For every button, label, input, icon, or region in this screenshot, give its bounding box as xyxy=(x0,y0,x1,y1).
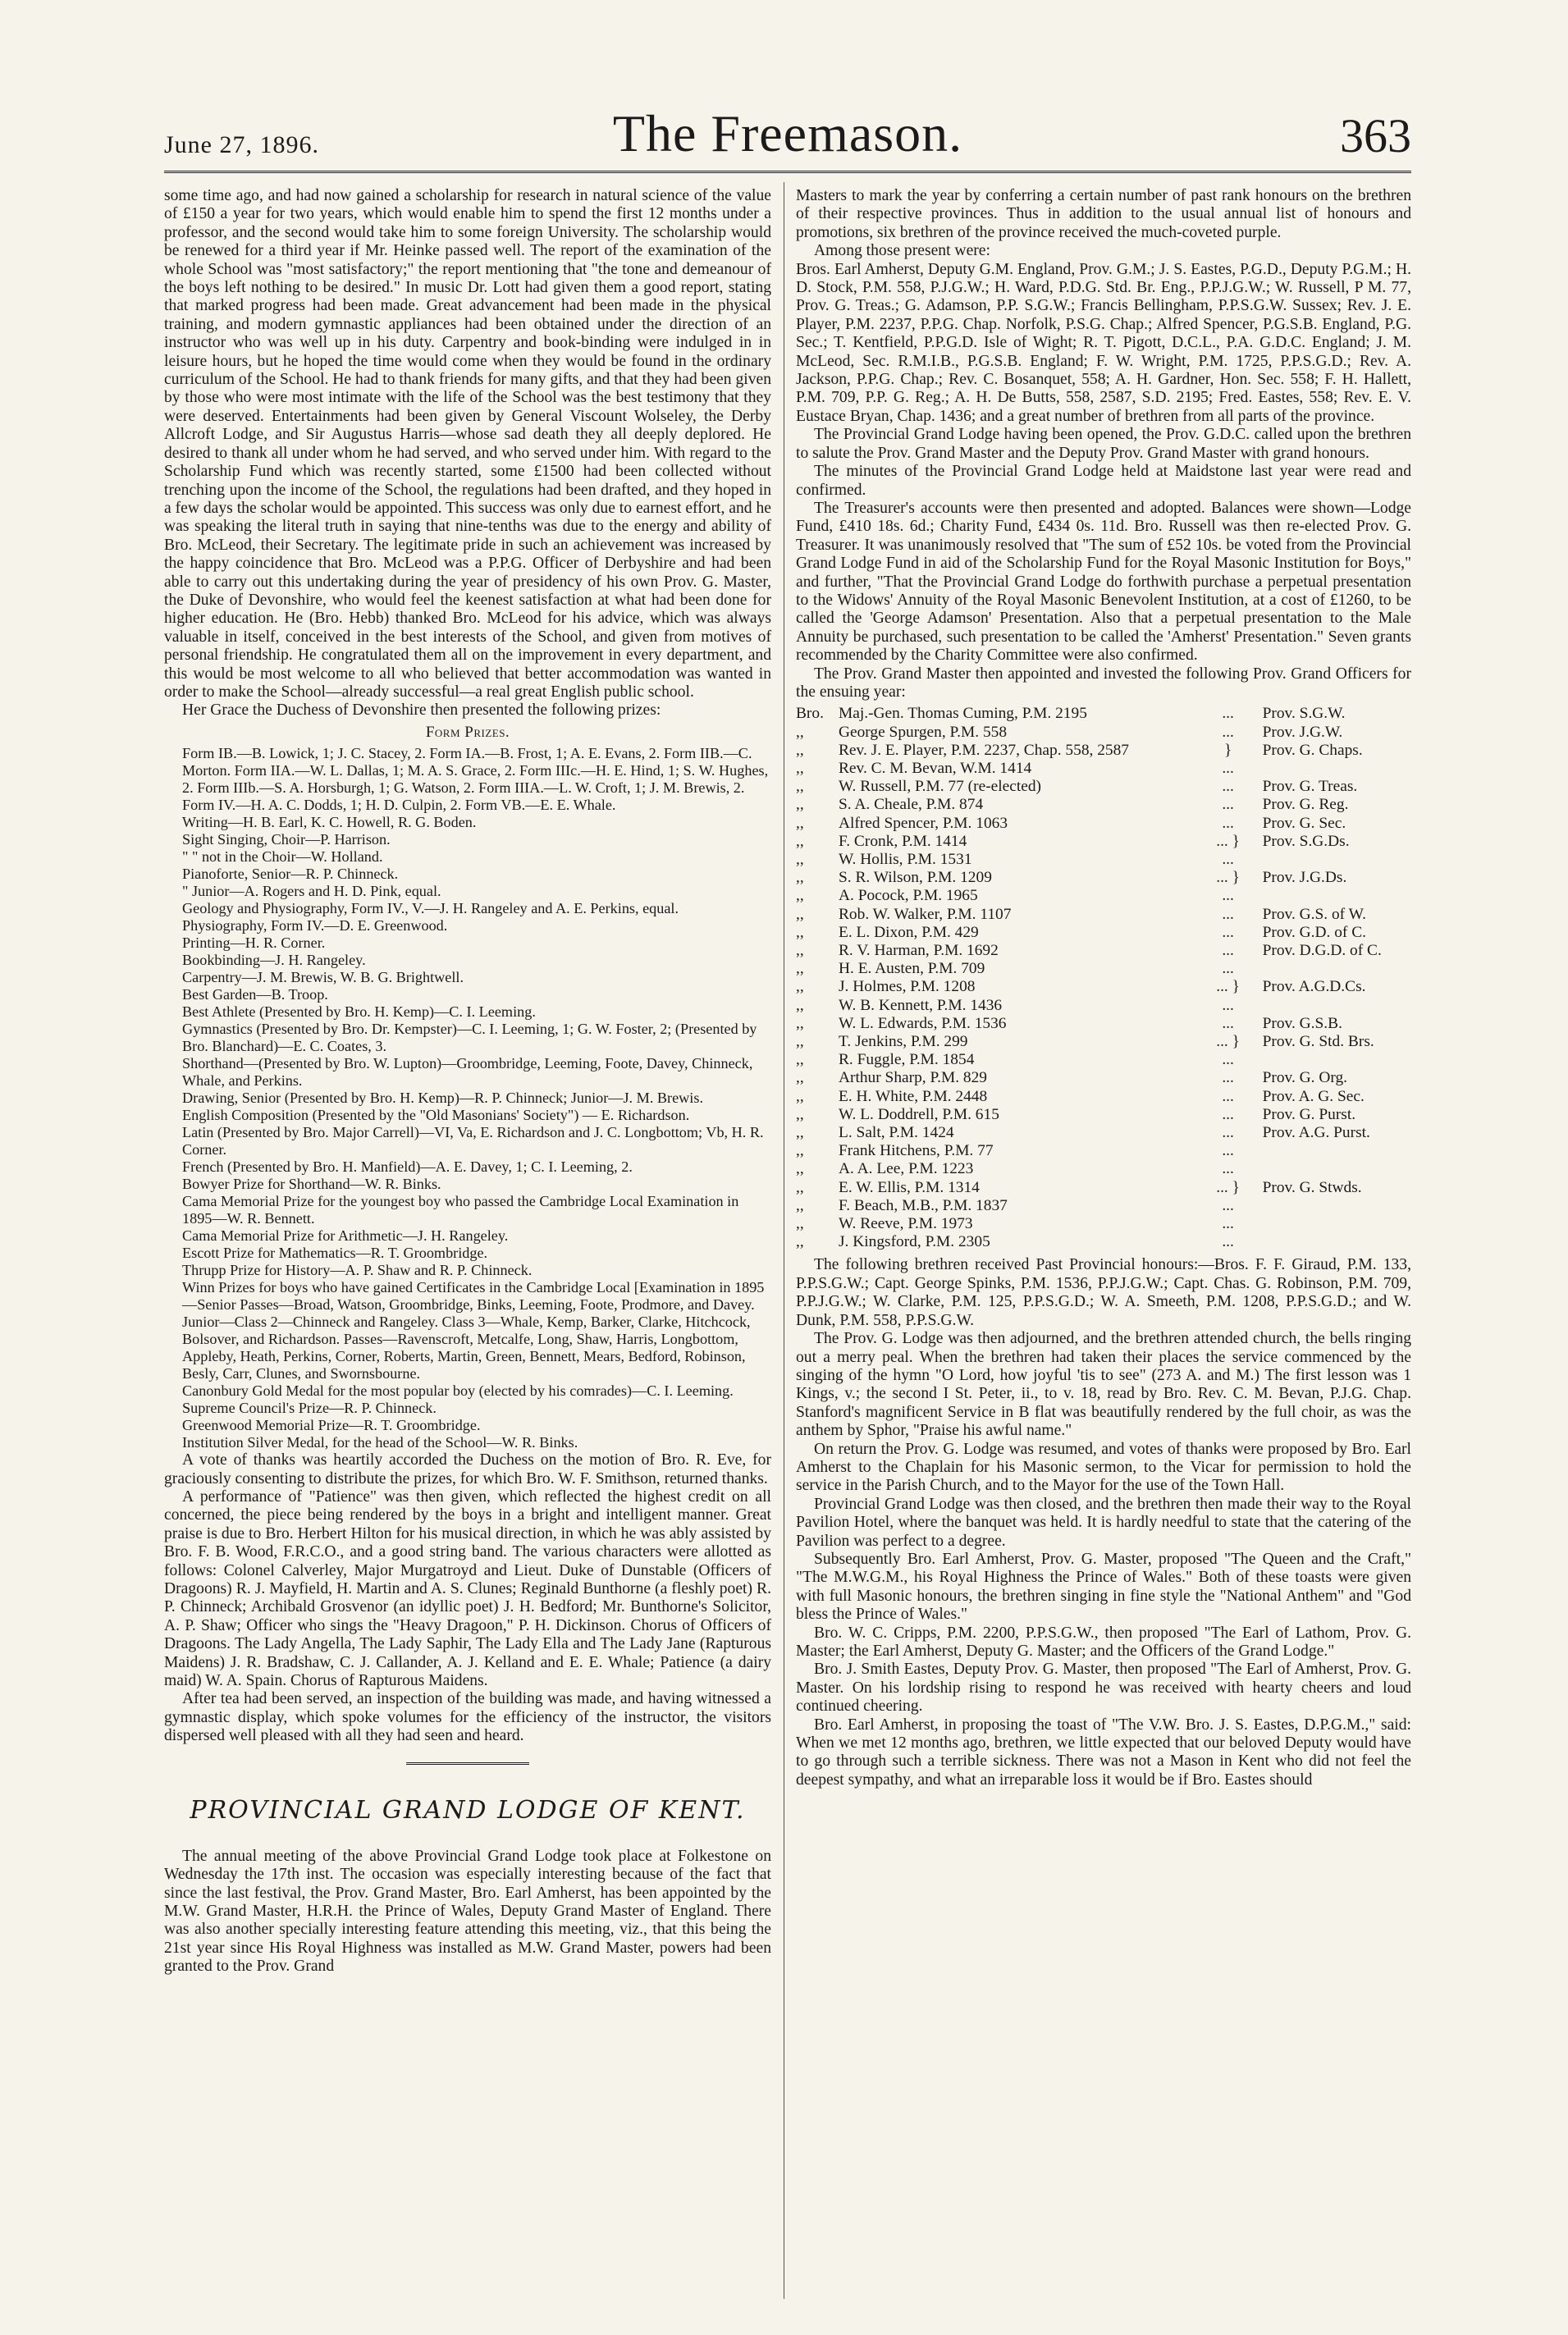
officer-leader: ... xyxy=(1222,723,1234,741)
officer-row xyxy=(796,1015,1411,1033)
officer-row xyxy=(796,869,1411,887)
officer-name: F. Beach, M.B., P.M. 1837 xyxy=(839,1196,1008,1214)
officer-prefix: ,, xyxy=(796,851,804,868)
article-paragraph: The Treasurer's accounts were then presented and adopted. Balances were shown—Lodge Fund, £410 18s. 6d.; Charity Fund, £434 0s. 11d. Bro. Russell was then re-elected Prov. G. Treasurer. It was unanimously resolved that "The sum of £52 10s. be voted from the Provincial Grand Lodge Fund in aid of the Scholarship Fund for the Royal Masonic Institution for Boys," and further, "That the Provincial Grand Lodge do forthwith purchase a perpetual presentation to the Widows' Annuity of the Royal Masonic Benevolent Institution, at a cost of £1260, to be called the 'George Adamson' Presentation. Also that a perpetual presentation to the Male Annuity be purchased, such presentation to be called the 'Amherst' Presentation." Seven grants recommended by the Charity Committee were also confirmed. xyxy=(796,499,1411,665)
officer-leader: ... xyxy=(1222,705,1234,723)
officer-prefix: ,, xyxy=(796,1215,804,1233)
officer-leader: ... xyxy=(1222,905,1234,923)
prize-entry: Carpentry—J. M. Brewis, W. B. G. Brightwell. xyxy=(182,969,464,986)
article-paragraph: Among those present were: xyxy=(814,242,990,260)
prize-entry: Latin (Presented by Bro. Major Carrell)—VI, Va, E. Richardson and J. C. Longbottom; Vb, H. R. Corner. xyxy=(182,1124,764,1158)
officer-row xyxy=(796,906,1411,924)
article-paragraph: The Prov. G. Lodge was then adjourned, and the brethren attended church, the bells ringing out a merry peal. When the brethren had taken their places the service commenced by the singing of the hymn "O Lord, how joyful 'tis to see" (273 A. and M.) The first lesson was 1 Kings, v.; the second I St. Peter, ii., to v. 18, read by Bro. Rev. C. M. Bevan, P.J.G. Chap. Stanford's magnificent Service in B flat was beautifully rendered by the full choir, as was the anthem by Sphor, "Praise his awful name." xyxy=(796,1330,1411,1440)
officer-office: Prov. G. Org. xyxy=(1262,1069,1348,1087)
prize-entry: Winn Prizes for boys who have gained Certificates in the Cambridge Local [Examination in 1895—Senior Passes—Broad, Watson, Groombridge, Binks, Leeming, Foote, Prodmore, and Davey. Junior—Class 2—Chinneck and Rangeley. Class 3—Whale, Kemp, Barker, Clarke, Hitchcock, Bolsover, and Richardson. Passes—Ravenscroft, Metcalfe, Long, Shaw, Harris, Longbottom, Appleby, Heath, Perkins, Corner, Roberts, Martin, Green, Bennett, Mears, Bedford, Robinson, Besly, Carr, Clunes, and Swornsbourne. xyxy=(182,1279,765,1382)
officer-leader: ... xyxy=(1222,1160,1234,1178)
officer-leader: ... xyxy=(1222,887,1234,905)
officer-office xyxy=(1258,1215,1411,1233)
officer-name: L. Salt, P.M. 1424 xyxy=(839,1124,954,1142)
officer-prefix: ,, xyxy=(796,741,804,759)
officer-row xyxy=(796,1160,1411,1178)
prize-entry: Sight Singing, Choir—P. Harrison. xyxy=(182,831,391,848)
officer-name: H. E. Austen, P.M. 709 xyxy=(839,960,985,978)
officer-office xyxy=(1258,760,1411,778)
officer-leader: ... } xyxy=(1216,832,1240,850)
officer-name: E. L. Dixon, P.M. 429 xyxy=(839,923,979,941)
article-paragraph: Her Grace the Duchess of Devonshire then presented the following prizes: xyxy=(182,701,661,720)
officer-name: W. Russell, P.M. 77 (re-elected) xyxy=(839,778,1042,796)
officer-leader: ... xyxy=(1222,1215,1234,1233)
officer-leader: ... } xyxy=(1216,1178,1240,1196)
officer-name: Maj.-Gen. Thomas Cuming, P.M. 2195 xyxy=(839,705,1087,723)
article-paragraph: some time ago, and had now gained a scholarship for research in natural science of the value of £150 a year for two years, which would enable him to spend the first 12 months under a professor, and the second would take him to some foreign University. The scholarship would be renewed for a third year if Mr. Heinke passed well. The report of the examination of the whole School was "most satisfactory;" the report mentioning that "the tone and demeanour of the boys left nothing to be desired." In music Dr. Lott had given them a good report, stating that marked progress had been made. Great advancement had been made in the physical training, and modern gymnastic appliances had been obtained under the direction of an instructor who was well up in his duty. Carpentry and book-binding were indulged in in leisure hours, but he hoped the time would come when they would be found in the ordinary curriculum of the School. He had to thank friends for many gifts, and that they had been given by those who were most intimate with the life of the School was the best testimony that they were deserved. Entertainments had been given by General Viscount Wolseley, the Derby Allcroft Lodge, and Sir Augustus Harris—whose sad death they all deeply deplored. He desired to thank all under whom he had served, and who served under him. With regard to the Scholarship Fund which was recently started, some £1500 had been collected without trenching upon the income of the School, the regulations had been drafted, and they hoped in a few days the scholar would be appointed. This success was only due to earnest effort, and he was speaking the literal truth in saying that nine-tenths was due to the energy and ability of Bro. McLeod, their Secretary. The legitimate pride in such an achievement was increased by the happy coincidence that Bro. McLeod was a P.P.G. Officer of Derbyshire and had been able to carry out this undertaking during the year of presidency of his own Prov. G. Master, the Duke of Devonshire, who would feel the keenest satisfaction at what had been done for higher education. He (Bro. Hebb) thanked Bro. McLeod for his advice, which was always valuable in itself, conceived in the best interests of the School, and given from motives of personal friendship. He congratulated them all on the improvement in every department, and this would be most welcome to all who believed that better accommodation was wanted in order to make the School—already successful—a real great English public school. xyxy=(164,187,771,701)
prize-entry: Supreme Council's Prize—R. P. Chinneck. xyxy=(182,1400,437,1417)
officer-prefix: ,, xyxy=(796,1014,804,1032)
officer-name: Arthur Sharp, P.M. 829 xyxy=(839,1069,987,1087)
officer-office: Prov. D.G.D. of C. xyxy=(1262,942,1382,960)
officer-name: W. Reeve, P.M. 1973 xyxy=(839,1215,973,1233)
officer-prefix: ,, xyxy=(796,1233,804,1251)
officer-office xyxy=(1258,960,1411,978)
officer-office: Prov. G. Treas. xyxy=(1262,778,1358,796)
officer-row xyxy=(796,705,1411,723)
officer-name: W. L. Doddrell, P.M. 615 xyxy=(839,1105,999,1123)
officer-office: Prov. G.S.B. xyxy=(1262,1014,1342,1032)
officer-prefix: ,, xyxy=(796,1196,804,1214)
officer-name: F. Cronk, P.M. 1414 xyxy=(839,832,967,850)
officer-name: E. H. White, P.M. 2448 xyxy=(839,1087,988,1105)
article-paragraph: Bro. W. C. Cripps, P.M. 2200, P.P.S.G.W., then proposed "The Earl of Lathom, Prov. G. Master; the Earl Amherst, Deputy G. Master; and the Officers of the Grand Lodge." xyxy=(796,1624,1411,1660)
officer-prefix: ,, xyxy=(796,1033,804,1051)
officer-prefix: ,, xyxy=(796,796,804,814)
officer-row xyxy=(796,960,1411,978)
officer-leader: ... } xyxy=(1216,869,1240,887)
officer-leader: ... xyxy=(1222,796,1234,814)
article-paragraph: The Provincial Grand Lodge having been opened, the Prov. G.D.C. called upon the brethren to salute the Prov. Grand Master and the Deputy Prov. Grand Master with grand honours. xyxy=(796,426,1411,462)
officer-row xyxy=(796,833,1411,851)
left-column xyxy=(164,187,771,2312)
officer-prefix: ,, xyxy=(796,960,804,978)
officer-name: T. Jenkins, P.M. 299 xyxy=(839,1033,968,1051)
officer-leader: ... xyxy=(1222,851,1234,868)
officer-name: W. Hollis, P.M. 1531 xyxy=(839,851,972,868)
officer-row xyxy=(796,1088,1411,1106)
officer-leader: ... xyxy=(1222,1014,1234,1032)
officer-prefix: ,, xyxy=(796,1051,804,1069)
prize-entry: English Composition (Presented by the "Old Masonians' Society") — E. Richardson. xyxy=(182,1107,690,1124)
officer-row xyxy=(796,778,1411,796)
officer-leader: } xyxy=(1223,741,1232,759)
officer-name: S. A. Cheale, P.M. 874 xyxy=(839,796,984,814)
officer-office: Prov. G. Purst. xyxy=(1262,1105,1356,1123)
prize-entry: French (Presented by Bro. H. Manfield)—A. E. Davey, 1; C. I. Leeming, 2. xyxy=(182,1158,633,1176)
article-paragraph: The Prov. Grand Master then appointed and invested the following Prov. Grand Officers for the ensuing year: xyxy=(796,665,1411,701)
officer-office: Prov. G.S. of W. xyxy=(1262,905,1367,923)
prize-entry: Printing—H. R. Corner. xyxy=(182,934,326,952)
officer-prefix: ,, xyxy=(796,723,804,741)
officer-row xyxy=(796,924,1411,942)
prize-entry: Gymnastics (Presented by Bro. Dr. Kempster)—C. I. Leeming, 1; G. W. Foster, 2; (Presented by Bro. Blanchard)—E. C. Coates, 3. xyxy=(182,1021,757,1055)
prize-entry: Cama Memorial Prize for Arithmetic—J. H. Rangeley. xyxy=(182,1227,509,1245)
officer-row xyxy=(796,851,1411,869)
prize-entry: Bowyer Prize for Shorthand—W. R. Binks. xyxy=(182,1176,441,1193)
officer-name: E. W. Ellis, P.M. 1314 xyxy=(839,1178,980,1196)
officer-office: Prov. G. Std. Brs. xyxy=(1262,1033,1374,1051)
section-title: PROVINCIAL GRAND LODGE OF KENT. xyxy=(190,1795,746,1825)
article-paragraph: The following brethren received Past Provincial honours:—Bros. F. F. Giraud, P.M. 133, P.P.S.G.W.; Capt. George Spinks, P.M. 1536, P.P.J.G.W.; Capt. Chas. G. Robinson, P.M. 709, P.P.J.G.W.; W. Clarke, P.M. 125, P.P.S.G.D.; W. A. Smeeth, P.M. 1208, P.P.S.G.D.; and W. Dunk, P.M. 558, P.P.S.G.W. xyxy=(796,1256,1411,1329)
officer-row xyxy=(796,1106,1411,1124)
officer-prefix: ,, xyxy=(796,814,804,832)
officer-leader: ... xyxy=(1222,1105,1234,1123)
article-paragraph: The minutes of the Provincial Grand Lodge held at Maidstone last year were read and confirmed. xyxy=(796,463,1411,499)
officer-leader: ... xyxy=(1222,759,1234,777)
officer-leader: ... } xyxy=(1216,978,1240,996)
prize-list xyxy=(164,745,771,1451)
officer-leader: ... xyxy=(1222,960,1234,978)
article-paragraph: Subsequently Bro. Earl Amherst, Prov. G. Master, proposed "The Queen and the Craft," "The M.W.G.M., his Royal Highness the Prince of Wales." Both of these toasts were given with full Masonic honours, the brethren singing in fine style the "National Anthem" and "God bless the Prince of Wales." xyxy=(796,1550,1411,1624)
prize-entry: Cama Memorial Prize for the youngest boy who passed the Cambridge Local Examination in 1895—W. R. Bennett. xyxy=(182,1193,739,1227)
officer-office xyxy=(1258,1197,1411,1215)
article-paragraph: Masters to mark the year by conferring a certain number of past rank honours on the brethren of their respective provinces. Thus in addition to the usual annual list of honours and promotions, six brethren of the province received the much-coveted purple. xyxy=(796,187,1411,241)
prize-entry: Writing—H. B. Earl, K. C. Howell, R. G. Boden. xyxy=(182,814,477,831)
officer-row xyxy=(796,1069,1411,1087)
officer-name: A. A. Lee, P.M. 1223 xyxy=(839,1160,974,1178)
officer-office: Prov. S.G.Ds. xyxy=(1262,832,1350,850)
officer-office xyxy=(1258,887,1411,905)
officer-leader: ... xyxy=(1222,1051,1234,1069)
prize-entry: Greenwood Memorial Prize—R. T. Groombridge. xyxy=(182,1417,481,1434)
prize-entry: " Junior—A. Rogers and H. D. Pink, equal. xyxy=(182,883,441,900)
officer-office xyxy=(1258,1051,1411,1069)
officer-leader: ... xyxy=(1222,942,1234,960)
officer-prefix: ,, xyxy=(796,1142,804,1160)
officer-prefix: ,, xyxy=(796,1178,804,1196)
officer-office: Prov. S.G.W. xyxy=(1262,705,1346,723)
officer-leader: ... xyxy=(1222,1069,1234,1087)
officer-name: R. Fuggle, P.M. 1854 xyxy=(839,1051,975,1069)
officer-name: W. B. Kennett, P.M. 1436 xyxy=(839,996,1003,1014)
officer-row xyxy=(796,1142,1411,1160)
prize-entry: Best Garden—B. Troop. xyxy=(182,986,328,1003)
officer-prefix: Bro. xyxy=(796,705,824,723)
officer-leader: ... xyxy=(1222,1087,1234,1105)
prize-entry: Escott Prize for Mathematics—R. T. Groombridge. xyxy=(182,1245,488,1262)
prize-entry: Geology and Physiography, Form IV., V.—J. H. Rangeley and A. E. Perkins, equal. xyxy=(182,900,679,917)
officer-office: Prov. A. G. Sec. xyxy=(1262,1087,1365,1105)
prize-entry: Physiography, Form IV.—D. E. Greenwood. xyxy=(182,917,448,934)
officer-leader: ... xyxy=(1222,778,1234,796)
officer-prefix: ,, xyxy=(796,923,804,941)
officer-name: J. Kingsford, P.M. 2305 xyxy=(839,1233,990,1251)
officer-office: Prov. A.G.D.Cs. xyxy=(1262,978,1366,996)
officer-office: Prov. J.G.Ds. xyxy=(1262,869,1347,887)
officer-prefix: ,, xyxy=(796,996,804,1014)
officer-name: Frank Hitchens, P.M. 77 xyxy=(839,1142,994,1160)
article-paragraph: The annual meeting of the above Provincial Grand Lodge took place at Folkestone on Wednesday the 17th inst. The occasion was especially interesting because of the fact that since the last festival, the Prov. Grand Master, Bro. Earl Amherst, has been appointed by the M.W. Grand Master, H.R.H. the Prince of Wales, Deputy Grand Master of England. There was also another specially interesting feature attending this meeting, viz., that this being the 21st year since His Royal Highness was installed as M.W. Grand Master, powers had been granted to the Prov. Grand xyxy=(164,1847,771,1976)
article-paragraph: Bro. J. Smith Eastes, Deputy Prov. G. Master, then proposed "The Earl of Amherst, Prov. G. Master. On his lordship rising to respond he was received with hearty cheers and loud continued cheering. xyxy=(796,1661,1411,1716)
officer-leader: ... xyxy=(1222,1142,1234,1160)
page-number: 363 xyxy=(1340,109,1411,162)
officer-office xyxy=(1258,1160,1411,1178)
officer-office: Prov. G.D. of C. xyxy=(1262,923,1366,941)
officer-name: W. L. Edwards, P.M. 1536 xyxy=(839,1014,1007,1032)
officer-name: S. R. Wilson, P.M. 1209 xyxy=(839,869,992,887)
officer-row xyxy=(796,997,1411,1015)
officer-row xyxy=(796,796,1411,814)
officer-row xyxy=(796,724,1411,742)
article-paragraph: A vote of thanks was heartily accorded the Duchess on the motion of Bro. R. Eve, for graciously consenting to distribute the prizes, for which Bro. W. F. Smithson, returned thanks. xyxy=(164,1451,771,1487)
officer-office xyxy=(1258,997,1411,1015)
article-paragraph: Bro. Earl Amherst, in proposing the toast of "The V.W. Bro. J. S. Eastes, D.P.G.M.," said: When we met 12 months ago, brethren, we little expected that our beloved Deputy would have to go through such a terrible sickness. There was not a Mason in Kent who did not feel the deepest sympathy, and what an irreparable loss it would be if Bro. Eastes should xyxy=(796,1716,1411,1789)
section-divider xyxy=(406,1762,529,1765)
officer-row xyxy=(796,742,1411,760)
officer-name: Rev. C. M. Bevan, W.M. 1414 xyxy=(839,759,1032,777)
officer-row xyxy=(796,1124,1411,1142)
officer-row xyxy=(796,1197,1411,1215)
officer-row xyxy=(796,815,1411,833)
prize-entry: Thrupp Prize for History—A. P. Shaw and R. P. Chinneck. xyxy=(182,1262,533,1279)
prize-entry: Pianoforte, Senior—R. P. Chinneck. xyxy=(182,866,399,883)
prize-entry: Institution Silver Medal, for the head of the School—W. R. Binks. xyxy=(182,1434,578,1451)
officer-office: Prov. G. Stwds. xyxy=(1262,1178,1362,1196)
officer-leader: ... xyxy=(1222,814,1234,832)
officer-prefix: ,, xyxy=(796,1124,804,1142)
officer-row xyxy=(796,760,1411,778)
officer-row xyxy=(796,1233,1411,1251)
form-prizes-heading: Form Prizes. xyxy=(425,723,510,741)
officer-row xyxy=(796,887,1411,905)
officer-prefix: ,, xyxy=(796,887,804,905)
article-paragraph: After tea had been served, an inspection of the building was made, and having witnessed a gymnastic display, which spoke volumes for the efficiency of the instructor, the visitors dispersed well pleased with all they had seen and heard. xyxy=(164,1690,771,1745)
officer-office: Prov. A.G. Purst. xyxy=(1262,1124,1370,1142)
officer-name: J. Holmes, P.M. 1208 xyxy=(839,978,976,996)
prize-entry: Drawing, Senior (Presented by Bro. H. Kemp)—R. P. Chinneck; Junior—J. M. Brewis. xyxy=(182,1090,703,1107)
prize-entry: Best Athlete (Presented by Bro. H. Kemp)—C. I. Leeming. xyxy=(182,1003,536,1021)
officer-prefix: ,, xyxy=(796,832,804,850)
officer-prefix: ,, xyxy=(796,1069,804,1087)
officer-row xyxy=(796,1051,1411,1069)
officer-leader: ... } xyxy=(1216,1033,1240,1051)
officer-office: Prov. J.G.W. xyxy=(1262,723,1343,741)
officer-name: Rob. W. Walker, P.M. 1107 xyxy=(839,905,1012,923)
header-rule xyxy=(164,171,1411,173)
officer-leader: ... xyxy=(1222,996,1234,1014)
article-paragraph: A performance of "Patience" was then given, which reflected the highest credit on all concerned, the piece being rendered by the boys in a bright and intelligent manner. Great praise is due to Bro. Herbert Hilton for his musical direction, in which he was ably assisted by Bro. F. B. Wood, F.R.C.O., and a good string band. The various characters were allotted as follows: Colonel Calverley, Major Murgatroyd and Lieut. Duke of Dunstable (Officers of Dragoons) R. J. Mayfield, H. Martin and A. S. Clunes; Reginald Bunthorne (a fleshly poet) R. P. Chinneck; Archibald Grosvenor (an idyllic poet) J. H. Bedford; Mr. Bunthorne's Solicitor, A. P. Shaw; Officer who sings the "Heavy Dragoon," P. H. Dickinson. Chorus of Officers of Dragoons. The Lady Angella, The Lady Saphir, The Lady Ella and The Lady Jane (Rapturous Maidens) J. R. Bradshaw, C. J. Callander, A. J. Kelland and E. E. Whale; Patience (a dairy maid) W. A. Spain. Chorus of Rapturous Maidens. xyxy=(164,1488,771,1690)
prize-entry: Bookbinding—J. H. Rangeley. xyxy=(182,952,366,969)
officer-row xyxy=(796,1215,1411,1233)
prize-entry: Form IB.—B. Lowick, 1; J. C. Stacey, 2. Form IA.—B. Frost, 1; A. E. Evans, 2. Form IIB.—C. Morton. Form IIA.—W. L. Dallas, 1; M. A. S. Grace, 2. Form IIIc.—H. E. Hind, 1; S. W. Hughes, 2. Form IIIb.—S. A. Horsburgh, 1; G. Watson, 2. Form IIIA.—L. W. Croft, 1; J. M. Brewis, 2. Form IV.—H. A. C. Dodds, 1; H. D. Culpin, 2. Form VB.—E. E. Whale. xyxy=(182,745,769,814)
officer-name: R. V. Harman, P.M. 1692 xyxy=(839,942,999,960)
prize-entry: " " not in the Choir—W. Holland. xyxy=(182,848,383,866)
officer-name: Alfred Spencer, P.M. 1063 xyxy=(839,814,1008,832)
officer-prefix: ,, xyxy=(796,759,804,777)
officer-leader: ... xyxy=(1222,923,1234,941)
officers-table xyxy=(796,705,1411,1251)
issue-date: June 27, 1896. xyxy=(164,131,319,158)
officer-row xyxy=(796,1179,1411,1197)
officer-name: Rev. J. E. Player, P.M. 2237, Chap. 558, 2587 xyxy=(839,741,1129,759)
officer-leader: ... xyxy=(1222,1233,1234,1251)
officer-prefix: ,, xyxy=(796,942,804,960)
officer-leader: ... xyxy=(1222,1196,1234,1214)
officer-office xyxy=(1258,1142,1411,1160)
officer-name: A. Pocock, P.M. 1965 xyxy=(839,887,978,905)
newspaper-title: The Freemason. xyxy=(612,104,963,162)
officer-leader: ... xyxy=(1222,1124,1234,1142)
right-column xyxy=(796,187,1411,2312)
officer-prefix: ,, xyxy=(796,869,804,887)
article-paragraph: Provincial Grand Lodge was then closed, and the brethren then made their way to the Royal Pavilion Hotel, where the banquet was held. It is hardly needful to state that the catering of the Pavilion was perfect to a degree. xyxy=(796,1495,1411,1550)
prize-entry: Canonbury Gold Medal for the most popular boy (elected by his comrades)—C. I. Leeming. xyxy=(182,1382,734,1400)
officer-prefix: ,, xyxy=(796,978,804,996)
officer-prefix: ,, xyxy=(796,1087,804,1105)
officer-office: Prov. G. Sec. xyxy=(1262,814,1346,832)
officer-row xyxy=(796,978,1411,996)
prize-entry: Shorthand—(Presented by Bro. W. Lupton)—Groombridge, Leeming, Foote, Davey, Chinneck, Whale, and Perkins. xyxy=(182,1055,753,1090)
officer-name: George Spurgen, P.M. 558 xyxy=(839,723,1008,741)
officer-office xyxy=(1258,851,1411,869)
officer-office: Prov. G. Reg. xyxy=(1262,796,1349,814)
attendees-paragraph: Bros. Earl Amherst, Deputy G.M. England, Prov. G.M.; J. S. Eastes, P.G.D., Deputy P.G.M.; H. D. Stock, P.M. 558, P.J.G.W.; H. Ward, P.D.G. Std. Br. Eng., P.P.J.G.W.; W. Russell, P M. 77, Prov. G. Treas.; G. Adamson, P.P. S.G.W.; Francis Bellingham, P.P.S.G.W. Sussex; Rev. J. E. Player, P.M. 2237, P.P.G. Chap. Norfolk, P.S.G. Chap.; Alfred Spencer, P.G.S.B. England, P.G. Sec.; T. Kentfield, P.P.G.D. Isle of Wight; R. T. Pigott, D.C.L., P.A. G.D.C. England; J. M. McLeod, Sec. R.M.I.B., P.G.S.B. England; F. W. Wright, P.M. 1725, P.P.S.G.D.; Rev. A. Jackson, P.P.G. Chap.; Rev. C. Bosanquet, 558; A. H. Gardner, Hon. Sec. 558; F. H. Hallett, P.M. 709, P.P. G. Reg.; A. H. De Butts, 558, 2587, S.D. 2195; Fred. Eastes, 558; Rev. E. V. Eustace Bryan, Chap. 1436; and a great number of brethren from all parts of the province. xyxy=(796,260,1411,425)
officer-prefix: ,, xyxy=(796,905,804,923)
officer-prefix: ,, xyxy=(796,1160,804,1178)
article-paragraph: On return the Prov. G. Lodge was resumed, and votes of thanks were proposed by Bro. Earl Amherst to the Chaplain for his Masonic sermon, to the Vicar for permission to hold the service in the Parish Church, and to the Mayor for the use of the Town Hall. xyxy=(796,1440,1411,1495)
officer-prefix: ,, xyxy=(796,1105,804,1123)
officer-prefix: ,, xyxy=(796,778,804,796)
masthead xyxy=(164,97,1411,171)
officer-row xyxy=(796,1033,1411,1051)
officer-row xyxy=(796,942,1411,960)
officer-office xyxy=(1258,1233,1411,1251)
officer-office: Prov. G. Chaps. xyxy=(1262,741,1363,759)
